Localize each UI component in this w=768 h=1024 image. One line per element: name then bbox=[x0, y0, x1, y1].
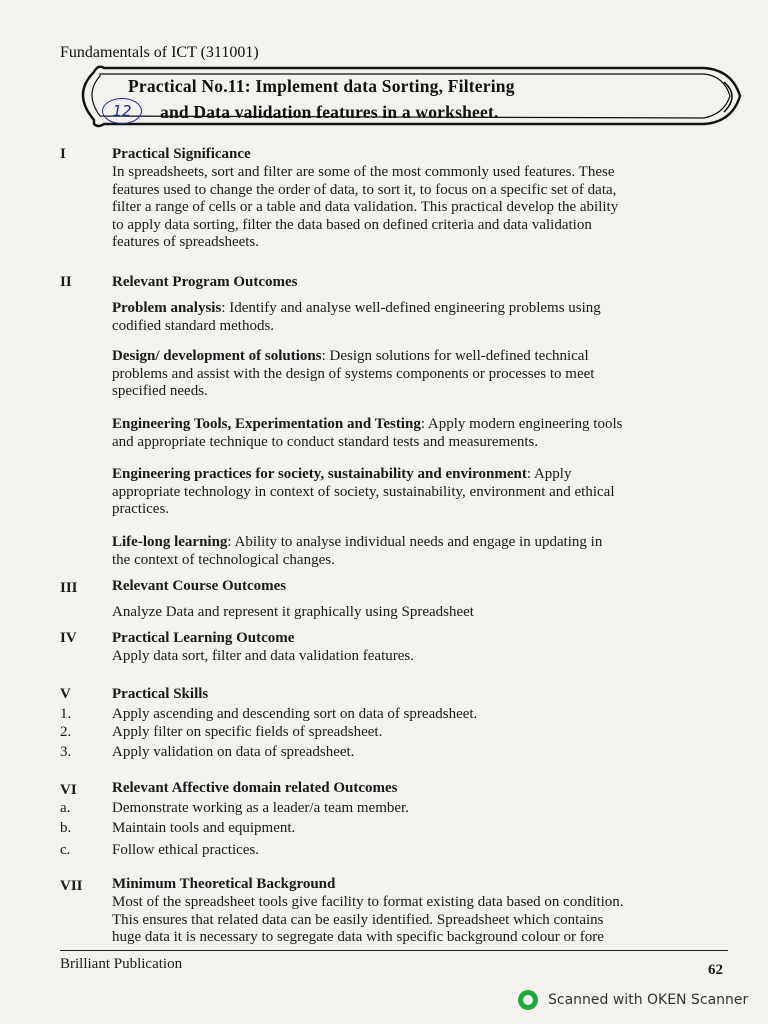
footer-rule bbox=[60, 950, 728, 951]
body-line: In spreadsheets, sort and filter are some of the most commonly used features. These bbox=[112, 164, 615, 180]
list-item: Apply filter on specific fields of spreadsheet. bbox=[112, 724, 383, 740]
section-title: Practical Learning Outcome bbox=[112, 630, 295, 646]
list-item: Demonstrate working as a leader/a team member. bbox=[112, 800, 409, 816]
list-item-marker: 3. bbox=[60, 744, 72, 760]
body-line: Analyze Data and represent it graphically using Spreadsheet bbox=[112, 604, 474, 620]
program-outcome bbox=[112, 416, 742, 451]
list-item-marker: c. bbox=[60, 842, 71, 858]
list-item: Follow ethical practices. bbox=[112, 842, 260, 858]
body-line: This ensures that related data can be easily identified. Spreadsheet which contains bbox=[112, 911, 604, 928]
outcome-text: and appropriate technique to conduct standard tests and measurements. bbox=[112, 433, 539, 450]
section-title: Relevant Course Outcomes bbox=[112, 578, 287, 594]
outcome-text: practices. bbox=[112, 501, 170, 518]
outcome-label: Engineering practices for society, sustainability and environment bbox=[112, 466, 527, 482]
section-title: Relevant Program Outcomes bbox=[112, 274, 298, 290]
scanner-logo-icon bbox=[518, 990, 538, 1010]
section-number: V bbox=[60, 686, 71, 702]
outcome-label: Design/ development of solutions bbox=[112, 348, 322, 364]
outcome-text: : Apply modern engineering tools bbox=[420, 416, 623, 432]
outcome-text: codified standard methods. bbox=[112, 317, 275, 334]
outcome-label: Engineering Tools, Experimentation and Testing bbox=[112, 416, 421, 432]
publisher-name: Brilliant Publication bbox=[60, 956, 183, 972]
section-title: Practical Significance bbox=[112, 146, 251, 162]
list-item-marker: b. bbox=[60, 820, 72, 836]
running-head: Fundamentals of ICT (311001) bbox=[60, 44, 259, 61]
scanner-watermark bbox=[518, 990, 748, 1010]
section-body bbox=[112, 164, 742, 252]
outcome-text: problems and assist with the design of systems components or processes to meet bbox=[112, 365, 595, 382]
outcome-text: : Identify and analyse well-defined engineering problems using bbox=[221, 300, 601, 316]
page-number: 62 bbox=[708, 962, 723, 978]
outcome-text: specified needs. bbox=[112, 383, 208, 400]
outcome-text: : Ability to analyse individual needs and engage in updating in bbox=[227, 534, 603, 550]
body-line: huge data it is necessary to segregate data with specific background colour or fore bbox=[112, 929, 604, 946]
section-title: Practical Skills bbox=[112, 686, 209, 702]
body-line: Most of the spreadsheet tools give facility to format existing data based on condition. bbox=[112, 894, 624, 910]
list-item: Apply ascending and descending sort on data of spreadsheet. bbox=[112, 706, 478, 722]
title-banner bbox=[64, 62, 744, 132]
section-body bbox=[112, 648, 742, 666]
section-title: Relevant Affective domain related Outcomes bbox=[112, 780, 398, 796]
section-number: IV bbox=[60, 630, 77, 646]
body-line: to apply data sorting, filter the data based on defined criteria and data validation bbox=[112, 216, 592, 233]
body-line: Apply data sort, filter and data validation features. bbox=[112, 648, 414, 664]
list-item: Maintain tools and equipment. bbox=[112, 820, 296, 836]
program-outcome bbox=[112, 300, 742, 335]
outcome-text: appropriate technology in context of society, sustainability, environment and ethical bbox=[112, 483, 615, 500]
list-item-marker: a. bbox=[60, 800, 71, 816]
list-item-marker: 2. bbox=[60, 724, 72, 740]
outcome-text: : Design solutions for well-defined technical bbox=[321, 348, 589, 364]
list-item-marker: 1. bbox=[60, 706, 72, 722]
outcome-text: the context of technological changes. bbox=[112, 551, 335, 568]
section-number: VI bbox=[60, 782, 77, 798]
section-number: I bbox=[60, 146, 66, 162]
program-outcome bbox=[112, 348, 742, 401]
program-outcome bbox=[112, 466, 742, 519]
section-body bbox=[112, 604, 742, 622]
section-number: VII bbox=[60, 878, 83, 894]
section-number: II bbox=[60, 274, 72, 290]
section-title: Minimum Theoretical Background bbox=[112, 876, 336, 892]
list-item: Apply validation on data of spreadsheet. bbox=[112, 744, 355, 760]
outcome-text: : Apply bbox=[526, 466, 572, 482]
practical-title-line-2: and Data validation features in a worksheet. bbox=[160, 102, 499, 122]
practical-title-line-1: Practical No.11: Implement data Sorting, Filtering bbox=[128, 76, 515, 96]
body-line: filter a range of cells or a table and data validation. This practical develop the ability bbox=[112, 199, 619, 216]
program-outcome bbox=[112, 534, 742, 569]
outcome-label: Problem analysis bbox=[112, 300, 222, 316]
outcome-label: Life-long learning bbox=[112, 534, 228, 550]
scanner-label: Scanned with OKEN Scanner bbox=[548, 992, 749, 1008]
handwritten-circled-number: 12 bbox=[102, 98, 142, 124]
body-line: features used to change the order of data, to sort it, to focus on a specific set of data, bbox=[112, 181, 617, 198]
section-number: III bbox=[60, 580, 78, 596]
section-body bbox=[112, 894, 732, 947]
body-line: features of spreadsheets. bbox=[112, 234, 260, 251]
